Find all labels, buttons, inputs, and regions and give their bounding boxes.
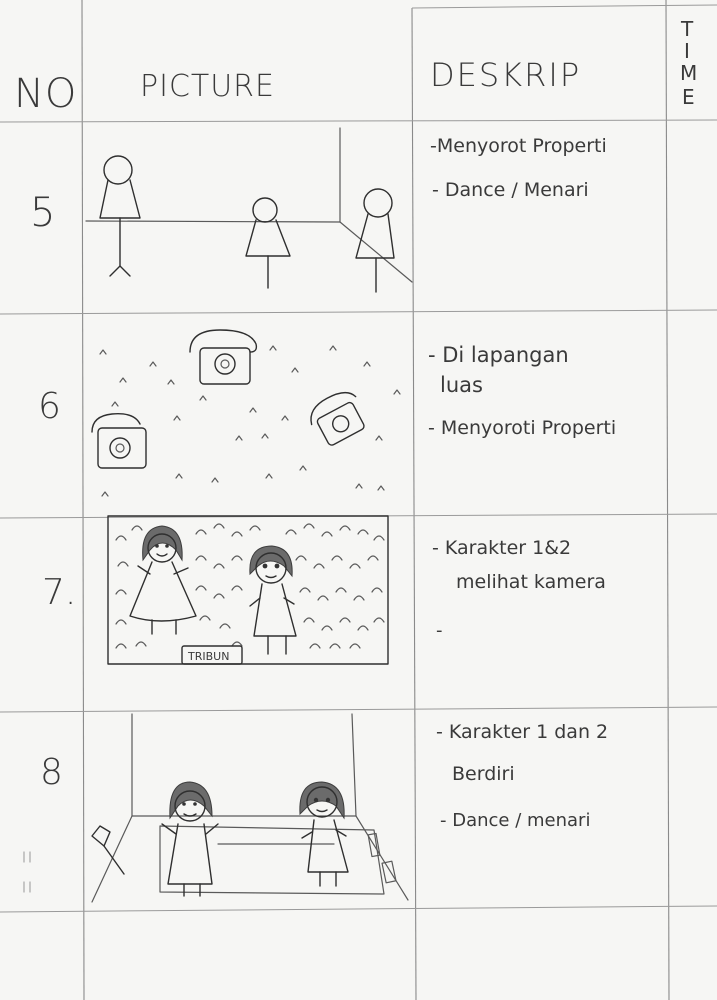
description-line: luas [440,373,483,397]
description-line: - Di lapangan [428,343,569,367]
tribun-sign [182,646,242,664]
picture-tribune [108,516,388,664]
row-7 [42,516,606,664]
picture-stage [92,714,408,902]
picture-field [92,330,400,496]
telephone-icon [304,386,371,449]
header-time-m: M [680,61,698,85]
header-deskrip: DESKRIP [430,56,582,94]
row-number: 8 [40,752,63,793]
description-line: - Karakter 1&2 [432,537,572,559]
description-line: - Menyoroti Properti [428,417,617,439]
telephone-icon [190,330,256,384]
character-1-figure [162,782,218,896]
header-time-t: T [681,17,694,41]
picture-frame [86,128,412,292]
character-2-figure [250,546,296,654]
character-2-figure [300,782,348,886]
header-time-i: I [684,39,690,63]
description-line: melihat kamera [456,571,606,593]
figure-icon [246,198,290,288]
row-6 [38,330,616,496]
description-line: Berdiri [452,763,515,785]
dash-mark: - [436,620,443,641]
row-8 [40,714,608,902]
header-time-e: E [682,85,695,109]
row-number: 5 [30,190,56,236]
row-5 [30,128,607,292]
header-picture: PICTURE [140,69,275,104]
description-line: - Karakter 1 dan 2 [436,721,609,743]
row-number: 6 [38,386,61,427]
telephone-icon [92,414,146,468]
row-number: 7. [42,572,77,613]
description-line: - Dance / Menari [432,179,589,201]
figure-icon [100,156,140,276]
header-time [680,17,697,109]
header-no: NO [14,71,78,117]
description-line: - Dance / menari [440,810,591,831]
margin-marks [24,852,30,892]
description-line: -Menyorot Properti [430,135,607,157]
character-1-figure [130,526,196,634]
tribun-sign-label: TRIBUN [188,650,230,663]
